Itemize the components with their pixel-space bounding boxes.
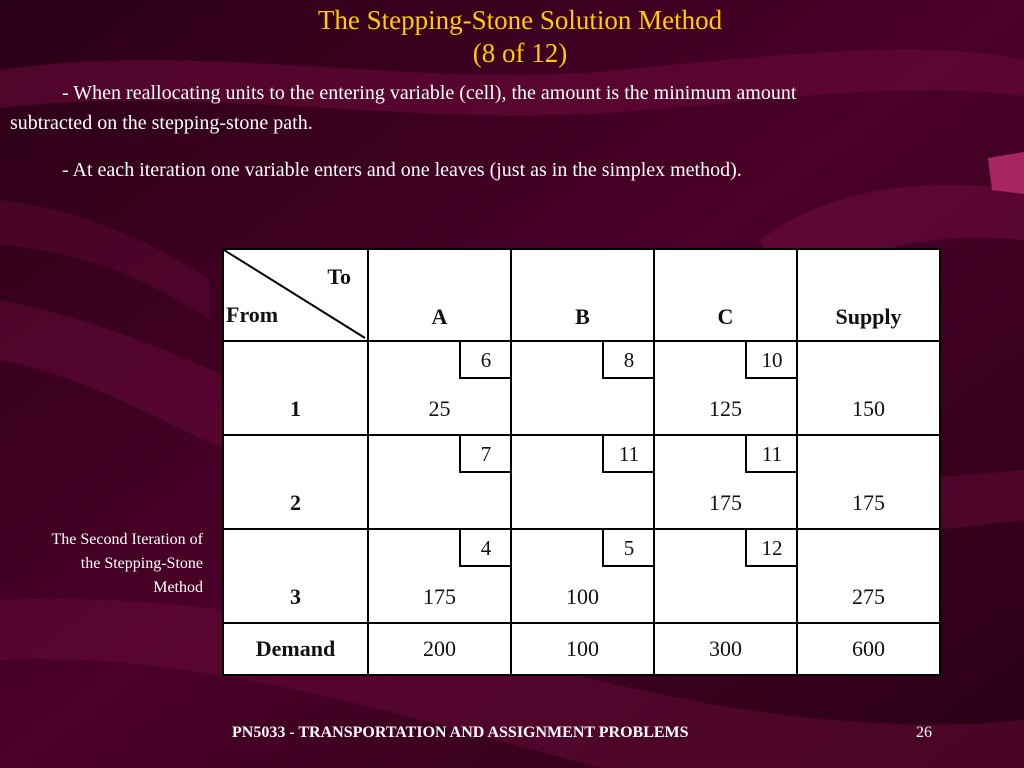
cost-box: 7 bbox=[459, 435, 511, 473]
cell-3c bbox=[654, 529, 797, 623]
allocation-value: 125 bbox=[709, 396, 742, 421]
demand-row bbox=[223, 623, 940, 675]
demand-label: Demand bbox=[223, 623, 368, 675]
caption-line-1: The Second Iteration of bbox=[51, 531, 203, 548]
table-row bbox=[223, 529, 940, 623]
column-header-supply: Supply bbox=[797, 249, 940, 341]
paragraph-1-line-1: - When reallocating units to the entering variable (cell), the amount is the minimum amount bbox=[62, 82, 797, 104]
allocation-value: 100 bbox=[566, 584, 599, 609]
cell-2a bbox=[368, 435, 511, 529]
corner-to-label: To bbox=[327, 264, 351, 289]
paragraph-1-line-2: subtracted on the stepping-stone path. bbox=[10, 112, 313, 134]
column-header-b: B bbox=[511, 249, 654, 341]
cost-box: 11 bbox=[745, 435, 797, 473]
cost-box: 8 bbox=[602, 341, 654, 379]
table-row bbox=[223, 435, 940, 529]
supply-3: 275 bbox=[797, 529, 940, 623]
demand-c: 300 bbox=[654, 623, 797, 675]
column-header-c: C bbox=[654, 249, 797, 341]
allocation-value: 175 bbox=[423, 584, 456, 609]
caption-line-2: the Stepping-Stone bbox=[80, 555, 203, 572]
transportation-table bbox=[222, 248, 941, 676]
paragraph-2-text: - At each iteration one variable enters and one leaves (just as in the simplex method). bbox=[62, 159, 742, 181]
cost-box: 12 bbox=[745, 529, 797, 567]
cell-2b bbox=[511, 435, 654, 529]
column-header-a: A bbox=[368, 249, 511, 341]
row-label-1: 1 bbox=[223, 341, 368, 435]
corner-from-label: From bbox=[226, 302, 279, 327]
title-line-2: (8 of 12) bbox=[472, 38, 568, 68]
caption-line-3: Method bbox=[153, 579, 203, 596]
cell-1a bbox=[368, 341, 511, 435]
slide-footer: PN5033 - TRANSPORTATION AND ASSIGNMENT PROBLEMS bbox=[232, 724, 689, 741]
page-number: 26 bbox=[916, 724, 932, 741]
cost-box: 6 bbox=[459, 341, 511, 379]
title-line-1: The Stepping-Stone Solution Method bbox=[317, 5, 723, 35]
demand-a: 200 bbox=[368, 623, 511, 675]
row-label-2: 2 bbox=[223, 435, 368, 529]
row-label-3: 3 bbox=[223, 529, 368, 623]
allocation-value: 25 bbox=[428, 396, 451, 421]
cost-box: 5 bbox=[602, 529, 654, 567]
cell-3a bbox=[368, 529, 511, 623]
supply-1: 150 bbox=[797, 341, 940, 435]
slide-title bbox=[0, 4, 1024, 70]
cost-box: 11 bbox=[602, 435, 654, 473]
cell-1b bbox=[511, 341, 654, 435]
cost-box: 4 bbox=[459, 529, 511, 567]
table-caption bbox=[4, 528, 203, 600]
paragraph-reallocating bbox=[10, 78, 1010, 138]
cell-3b bbox=[511, 529, 654, 623]
allocation-value: 175 bbox=[709, 490, 742, 515]
total-supply-demand: 600 bbox=[797, 623, 940, 675]
cell-2c bbox=[654, 435, 797, 529]
cost-box: 10 bbox=[745, 341, 797, 379]
supply-2: 175 bbox=[797, 435, 940, 529]
cell-1c bbox=[654, 341, 797, 435]
demand-b: 100 bbox=[511, 623, 654, 675]
paragraph-iteration bbox=[10, 155, 1010, 185]
corner-cell bbox=[223, 249, 368, 341]
table-row bbox=[223, 341, 940, 435]
header-row bbox=[223, 249, 940, 341]
